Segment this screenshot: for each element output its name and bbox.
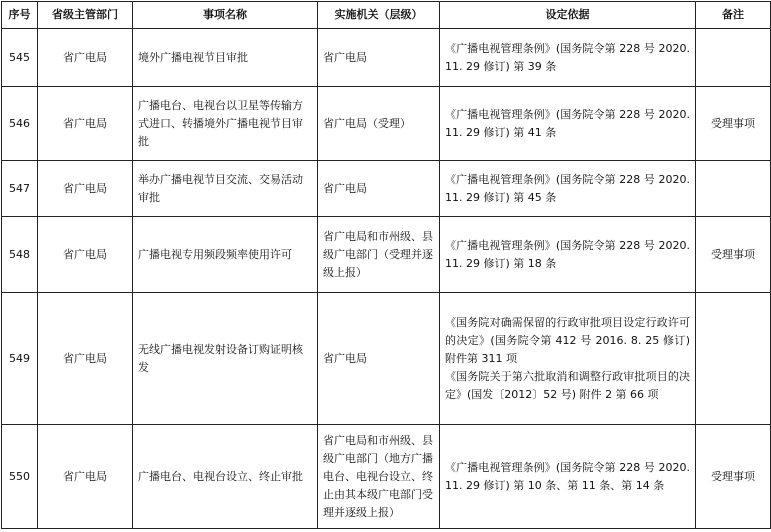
- cell-item: 无线广播电视发射设备订购证明核发: [133, 293, 318, 425]
- cell-dept: 省广电局: [38, 293, 133, 425]
- header-basis: 设定依据: [440, 2, 696, 29]
- cell-item: 举办广播电视节目交流、交易活动审批: [133, 161, 318, 217]
- cell-basis: [440, 29, 696, 87]
- cell-basis: [440, 87, 696, 161]
- table-row: [2, 29, 771, 87]
- header-no: 序号: [2, 2, 38, 29]
- cell-basis: [440, 217, 696, 293]
- cell-dept: 省广电局: [38, 29, 133, 87]
- cell-note: 受理事项: [696, 87, 771, 161]
- cell-item: 广播电视专用频段频率使用许可: [133, 217, 318, 293]
- header-item: 事项名称: [133, 2, 318, 29]
- cell-agency: 省广电局: [318, 161, 440, 217]
- cell-item: 境外广播电视节目审批: [133, 29, 318, 87]
- cell-basis: [440, 425, 696, 529]
- basis-text: 《广播电视管理条例》(国务院令第 228 号 2020. 11. 29 修订) 第 39 条: [445, 41, 690, 73]
- cell-no: 548: [2, 217, 38, 293]
- cell-note: [696, 29, 771, 87]
- table-row: [2, 87, 771, 161]
- cell-dept: 省广电局: [38, 217, 133, 293]
- cell-note: 受理事项: [696, 217, 771, 293]
- table-header-row: [2, 2, 771, 29]
- cell-note: [696, 293, 771, 425]
- cell-basis: [440, 161, 696, 217]
- cell-basis: [440, 293, 696, 425]
- basis-text: 《广播电视管理条例》(国务院令第 228 号 2020. 11. 29 修订) 第 10 条、第 11 条、第 14 条: [445, 460, 690, 492]
- cell-dept: 省广电局: [38, 87, 133, 161]
- table-row: [2, 425, 771, 529]
- cell-agency: 省广电局: [318, 293, 440, 425]
- approval-items-table: [1, 1, 771, 529]
- cell-note: 受理事项: [696, 425, 771, 529]
- cell-no: 546: [2, 87, 38, 161]
- basis-text: 《广播电视管理条例》(国务院令第 228 号 2020. 11. 29 修订) 第 45 条: [445, 172, 690, 204]
- header-agency: 实施机关（层级）: [318, 2, 440, 29]
- cell-no: 550: [2, 425, 38, 529]
- table-row: [2, 161, 771, 217]
- cell-item: 广播电台、电视台设立、终止审批: [133, 425, 318, 529]
- cell-dept: 省广电局: [38, 161, 133, 217]
- cell-no: 545: [2, 29, 38, 87]
- table-row: [2, 217, 771, 293]
- basis-text: 《广播电视管理条例》(国务院令第 228 号 2020. 11. 29 修订) 第 18 条: [445, 238, 690, 270]
- header-dept: 省级主管部门: [38, 2, 133, 29]
- basis-text: 《广播电视管理条例》(国务院令第 228 号 2020. 11. 29 修订) 第 41 条: [445, 107, 690, 139]
- cell-item: 广播电台、电视台以卫星等传输方式进口、转播境外广播电视节目审批: [133, 87, 318, 161]
- cell-dept: 省广电局: [38, 425, 133, 529]
- cell-note: [696, 161, 771, 217]
- basis-text: 《国务院对确需保留的行政审批项目设定行政许可的决定》(国务院令第 412 号 2016. 8. 25 修订) 附件第 311 项: [445, 315, 690, 365]
- header-note: 备注: [696, 2, 771, 29]
- basis-text: 《国务院关于第六批取消和调整行政审批项目的决定》(国发〔2012〕52 号) 附件 2 第 66 项: [445, 369, 690, 401]
- table-row: [2, 293, 771, 425]
- cell-no: 547: [2, 161, 38, 217]
- cell-agency: 省广电局（受理）: [318, 87, 440, 161]
- cell-agency: 省广电局和市州级、县级广电部门（受理并逐级上报）: [318, 217, 440, 293]
- cell-agency: 省广电局和市州级、县级广电部门（地方广播电台、电视台设立、终止由其本级广电部门受理并逐级上报）: [318, 425, 440, 529]
- cell-agency: 省广电局: [318, 29, 440, 87]
- cell-no: 549: [2, 293, 38, 425]
